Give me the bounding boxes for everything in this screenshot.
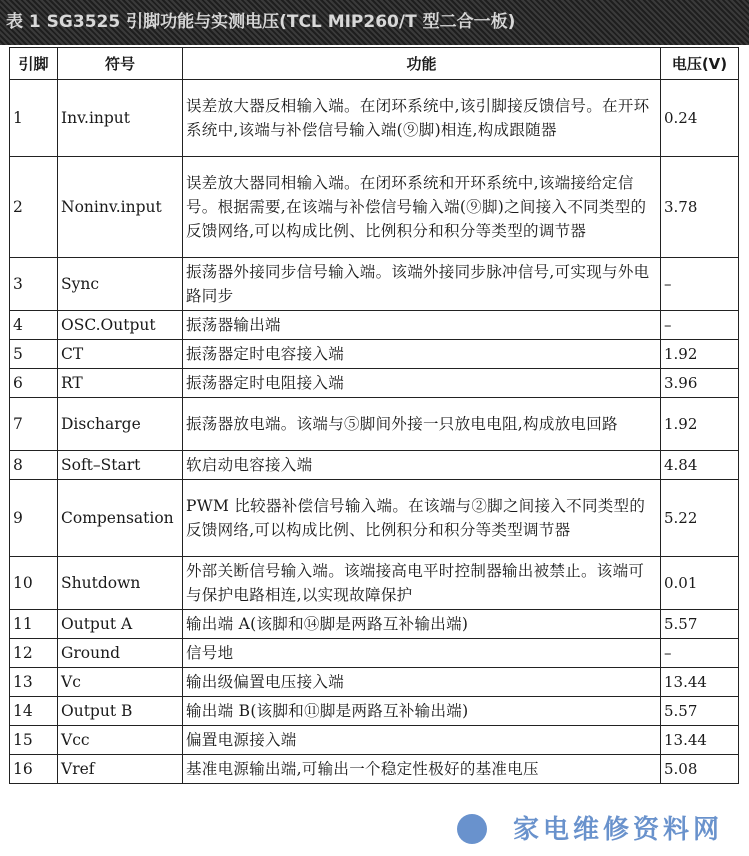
voltage-cell: 0.24 xyxy=(661,80,739,157)
function-cell: 偏置电源接入端 xyxy=(183,726,661,755)
pin-cell: 11 xyxy=(10,610,58,639)
pin-cell: 2 xyxy=(10,157,58,258)
table-row xyxy=(10,157,739,258)
voltage-cell: 4.84 xyxy=(661,451,739,480)
symbol-cell: Vc xyxy=(58,668,183,697)
header-function: 功能 xyxy=(183,48,661,80)
function-cell: 信号地 xyxy=(183,639,661,668)
header-symbol: 符号 xyxy=(58,48,183,80)
watermark-logo-icon xyxy=(457,814,487,844)
pin-function-table xyxy=(9,47,739,784)
pin-cell: 4 xyxy=(10,311,58,340)
symbol-cell: Vref xyxy=(58,755,183,784)
pin-cell: 7 xyxy=(10,398,58,451)
symbol-cell: Inv.input xyxy=(58,80,183,157)
voltage-cell: 1.92 xyxy=(661,398,739,451)
voltage-cell: – xyxy=(661,639,739,668)
function-cell: 误差放大器反相输入端。在闭环系统中,该引脚接反馈信号。在开环系统中,该端与补偿信号输入端(⑨脚)相连,构成跟随器 xyxy=(183,80,661,157)
table-row xyxy=(10,697,739,726)
voltage-cell: 0.01 xyxy=(661,557,739,610)
function-cell: 输出端 A(该脚和⑭脚是两路互补输出端) xyxy=(183,610,661,639)
function-cell: 振荡器外接同步信号输入端。该端外接同步脉冲信号,可实现与外电路同步 xyxy=(183,258,661,311)
voltage-cell: 3.78 xyxy=(661,157,739,258)
voltage-cell: 5.57 xyxy=(661,697,739,726)
function-cell: 振荡器放电端。该端与⑤脚间外接一只放电电阻,构成放电回路 xyxy=(183,398,661,451)
table-row xyxy=(10,726,739,755)
function-cell: 误差放大器同相输入端。在闭环系统和开环系统中,该端接给定信号。根据需要,在该端与补偿信号输入端(⑨脚)之间接入不同类型的反馈网络,可以构成比例、比例积分和积分等类型的调节器 xyxy=(183,157,661,258)
table-row xyxy=(10,610,739,639)
header-pin: 引脚 xyxy=(10,48,58,80)
function-cell: 振荡器定时电阻接入端 xyxy=(183,369,661,398)
symbol-cell: Soft–Start xyxy=(58,451,183,480)
table-row xyxy=(10,311,739,340)
table-row xyxy=(10,369,739,398)
pin-cell: 12 xyxy=(10,639,58,668)
table-row xyxy=(10,398,739,451)
symbol-cell: Discharge xyxy=(58,398,183,451)
header-voltage: 电压(V) xyxy=(661,48,739,80)
voltage-cell: 13.44 xyxy=(661,668,739,697)
table-row xyxy=(10,639,739,668)
function-cell: 外部关断信号输入端。该端接高电平时控制器输出被禁止。该端可与保护电路相连,以实现故障保护 xyxy=(183,557,661,610)
pin-cell: 5 xyxy=(10,340,58,369)
pin-cell: 15 xyxy=(10,726,58,755)
symbol-cell: Output A xyxy=(58,610,183,639)
function-cell: 输出端 B(该脚和⑪脚是两路互补输出端) xyxy=(183,697,661,726)
voltage-cell: 1.92 xyxy=(661,340,739,369)
table-row xyxy=(10,451,739,480)
symbol-cell: Noninv.input xyxy=(58,157,183,258)
symbol-cell: Ground xyxy=(58,639,183,668)
voltage-cell: 13.44 xyxy=(661,726,739,755)
symbol-cell: Vcc xyxy=(58,726,183,755)
pin-cell: 1 xyxy=(10,80,58,157)
function-cell: 输出级偏置电压接入端 xyxy=(183,668,661,697)
symbol-cell: Compensation xyxy=(58,480,183,557)
symbol-cell: RT xyxy=(58,369,183,398)
function-cell: 振荡器输出端 xyxy=(183,311,661,340)
table-header-row xyxy=(10,48,739,80)
voltage-cell: – xyxy=(661,311,739,340)
symbol-cell: Shutdown xyxy=(58,557,183,610)
voltage-cell: 5.57 xyxy=(661,610,739,639)
table-body xyxy=(10,80,739,784)
symbol-cell: OSC.Output xyxy=(58,311,183,340)
watermark-text: 家电维修资料网 xyxy=(512,815,723,845)
voltage-cell: – xyxy=(661,258,739,311)
pin-cell: 10 xyxy=(10,557,58,610)
function-cell: 振荡器定时电容接入端 xyxy=(183,340,661,369)
function-cell: PWM 比较器补偿信号输入端。在该端与②脚之间接入不同类型的反馈网络,可以构成比例、比例积分和积分等类型调节器 xyxy=(183,480,661,557)
pin-cell: 3 xyxy=(10,258,58,311)
table-row xyxy=(10,480,739,557)
pin-cell: 16 xyxy=(10,755,58,784)
table-row xyxy=(10,668,739,697)
pin-cell: 8 xyxy=(10,451,58,480)
pin-cell: 14 xyxy=(10,697,58,726)
table-row xyxy=(10,755,739,784)
function-cell: 基准电源输出端,可输出一个稳定性极好的基准电压 xyxy=(183,755,661,784)
symbol-cell: Sync xyxy=(58,258,183,311)
pin-cell: 9 xyxy=(10,480,58,557)
pin-cell: 6 xyxy=(10,369,58,398)
table-row xyxy=(10,258,739,311)
table-caption: 表 1 SG3525 引脚功能与实测电压(TCL MIP260/T 型二合一板) xyxy=(0,0,749,45)
voltage-cell: 5.22 xyxy=(661,480,739,557)
table-row xyxy=(10,80,739,157)
symbol-cell: Output B xyxy=(58,697,183,726)
table-row xyxy=(10,557,739,610)
voltage-cell: 5.08 xyxy=(661,755,739,784)
table-row xyxy=(10,340,739,369)
symbol-cell: CT xyxy=(58,340,183,369)
voltage-cell: 3.96 xyxy=(661,369,739,398)
pin-cell: 13 xyxy=(10,668,58,697)
function-cell: 软启动电容接入端 xyxy=(183,451,661,480)
